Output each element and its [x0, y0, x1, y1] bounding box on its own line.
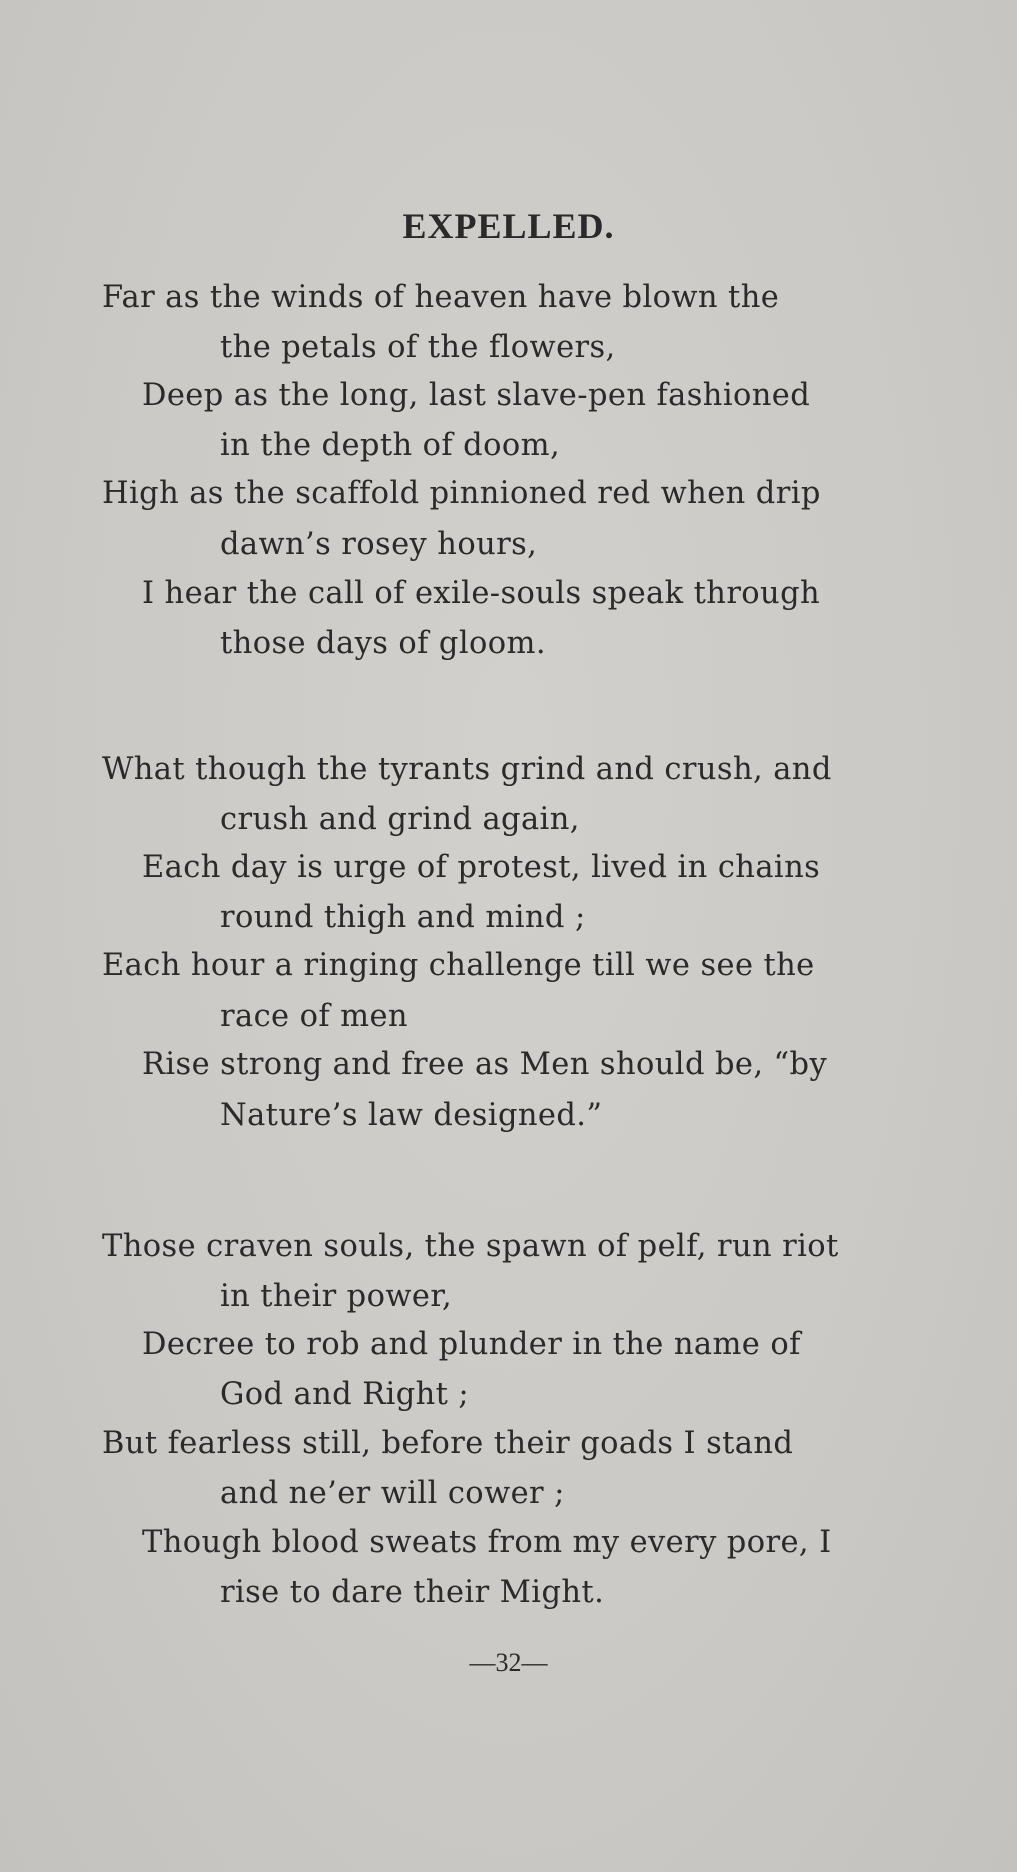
poem-line: round thigh and mind ; — [220, 900, 586, 935]
poem-line: Rise strong and free as Men should be, “by — [142, 1047, 828, 1082]
poem-line: High as the scaffold pinnioned red when drip — [102, 476, 821, 511]
poem-line: in the depth of doom, — [220, 428, 561, 463]
poem-line: Decree to rob and plunder in the name of — [142, 1327, 801, 1362]
poem-line: Each hour a ringing challenge till we see the — [102, 948, 815, 983]
poem-line: What though the tyrants grind and crush, and — [102, 752, 832, 787]
poem-line: I hear the call of exile-souls speak through — [142, 576, 821, 611]
poem-line: Nature’s law designed.” — [220, 1098, 603, 1133]
poem-line: Though blood sweats from my every pore, I — [142, 1525, 832, 1560]
poem-line: race of men — [220, 999, 408, 1034]
poem-line: rise to dare their Might. — [220, 1575, 605, 1610]
poem-line: in their power, — [220, 1279, 453, 1314]
poem-line: Each day is urge of protest, lived in chains — [142, 850, 821, 885]
poem-line: dawn’s rosey hours, — [220, 527, 538, 562]
poem-line: But fearless still, before their goads I stand — [102, 1426, 794, 1461]
poem-line: Far as the winds of heaven have blown the — [102, 280, 780, 315]
page-number: —32— — [469, 1648, 548, 1677]
poem-line: God and Right ; — [220, 1377, 470, 1412]
poem-line: and ne’er will cower ; — [220, 1476, 565, 1511]
poem-line: Those craven souls, the spawn of pelf, run riot — [102, 1229, 839, 1264]
poem-line: the petals of the flowers, — [220, 330, 616, 365]
poem-line: crush and grind again, — [220, 802, 580, 837]
poem-title: EXPELLED. — [402, 206, 615, 246]
poem-line: those days of gloom. — [220, 626, 546, 661]
poem-line: Deep as the long, last slave-pen fashioned — [142, 378, 811, 413]
